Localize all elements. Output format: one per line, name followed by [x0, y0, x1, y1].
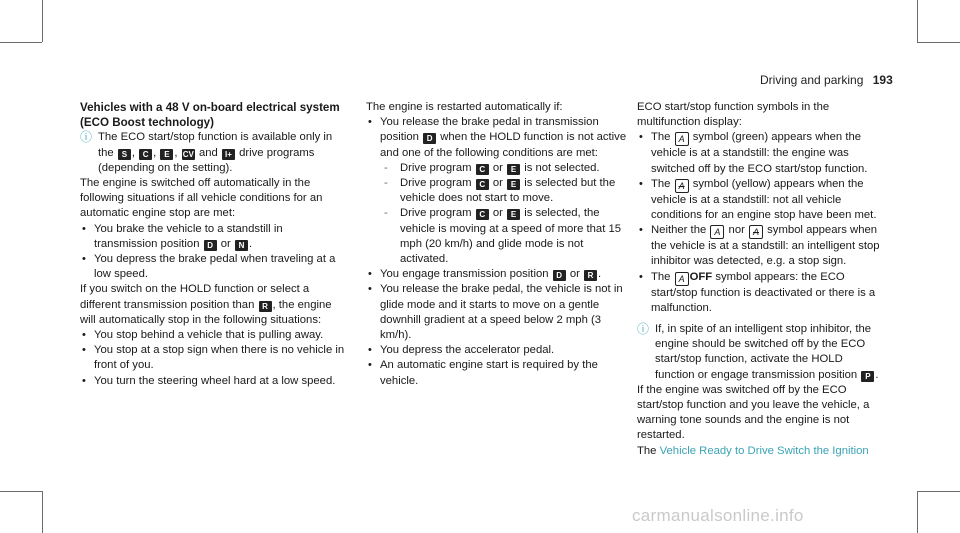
- paragraph: ECO start/stop function symbols in the multifunction display:: [637, 101, 830, 129]
- section-heading: Vehicles with a 48 V on-board electrical system (ECO Boost technology): [80, 101, 340, 130]
- list-item: • You release the brake pedal, the vehicle is not in glide mode and it starts to move on a gentle downhill gradient at a speed below 2 mph (3 km/h).: [366, 282, 628, 343]
- drive-program-c-icon: C: [476, 209, 489, 220]
- list-item: • You turn the steering wheel hard at a low speed.: [80, 374, 348, 389]
- list-item: • You depress the brake pedal when traveling at a low speed.: [80, 252, 348, 282]
- crop-mark: [0, 42, 42, 43]
- list-item: - Drive program C or E is selected, the vehicle is moving at a speed of more that 15 mph (20 km/h) and glide mode is not activated.: [378, 206, 628, 267]
- drive-program-c-icon: C: [476, 179, 489, 190]
- off-label: OFF: [689, 270, 713, 283]
- list-item: • The A symbol (green) appears when the vehicle is at a standstill: the engine was switched off by the ECO start/stop function.: [637, 130, 885, 176]
- eco-start-stop-crossed-icon: A: [749, 225, 763, 239]
- position-d-icon: D: [423, 133, 436, 144]
- info-icon: ⓘ: [80, 130, 93, 145]
- paragraph: The engine is switched off automatically in the following situations if all vehicle conditions for an automatic engine stop are met:: [80, 177, 323, 220]
- note: ⓘ The ECO start/stop function is available only in the S , C , E , CV and I+ drive programs (depending on the setting).: [80, 130, 333, 174]
- list-item: • You stop behind a vehicle that is pulling away.: [80, 328, 348, 343]
- position-d-icon: D: [553, 270, 566, 281]
- dash-list: [366, 161, 628, 267]
- list-item: • You depress the accelerator pedal.: [366, 343, 628, 358]
- list-item: - Drive program C or E is not selected.: [378, 161, 628, 176]
- drive-program-e-icon: E: [507, 164, 520, 175]
- list-item: • The A symbol (yellow) appears when the vehicle is at a standstill: not all vehicle conditions for an engine stop have been met.: [637, 177, 885, 223]
- page-header: [760, 73, 893, 87]
- info-icon: ⓘ: [637, 322, 650, 337]
- paragraph: The engine is restarted automatically if:: [366, 101, 563, 113]
- bullet-list: [80, 328, 348, 389]
- eco-start-stop-icon: A: [675, 272, 689, 286]
- list-item: • You release the brake pedal in transmission position D when the HOLD function is not active and one of the following conditions are met:: [366, 115, 628, 161]
- drive-program-c-icon: C: [476, 164, 489, 175]
- list-item: • The A OFF symbol appears: the ECO start/stop function is deactivated or there is a malfunction.: [637, 270, 885, 316]
- column-1: [80, 100, 348, 389]
- bullet-list: [366, 267, 628, 389]
- crop-mark: [0, 491, 42, 492]
- crop-mark: [42, 0, 43, 42]
- bullet-list: [80, 222, 348, 283]
- drive-program-e-icon: E: [507, 179, 520, 190]
- note: ⓘ If, in spite of an intelligent stop inhibitor, the engine should be switched off by the ECO start/stop function, activate the HOLD function or engage transmission position P .: [637, 322, 879, 381]
- link-vehicle-ready-to-drive[interactable]: Vehicle Ready to Drive Switch the Ignition: [659, 444, 869, 457]
- section-title: Driving and parking: [760, 73, 864, 87]
- position-r-icon: R: [584, 270, 597, 281]
- position-p-icon: P: [861, 371, 874, 382]
- position-r-icon: R: [259, 301, 272, 312]
- crop-mark: [917, 491, 918, 533]
- drive-program-e-icon: E: [160, 149, 173, 160]
- crop-mark: [917, 491, 960, 492]
- drive-program-s-icon: S: [118, 149, 131, 160]
- paragraph: If the engine was switched off by the ECO start/stop function and you leave the vehicle, a warning tone sounds and the engine is not restarted.: [637, 383, 870, 442]
- list-item: • You engage transmission position D or R .: [366, 267, 628, 282]
- eco-start-stop-icon: A: [675, 132, 689, 146]
- column-3: [637, 100, 885, 459]
- cross-reference: The Vehicle Ready to Drive Switch the Ignition: [637, 444, 869, 457]
- position-d-icon: D: [204, 240, 217, 251]
- bullet-list: [366, 115, 628, 161]
- list-item: • Neither the A nor A symbol appears when the vehicle is at a standstill: an intelligent stop inhibitor was detected, e.g. a stop sign.: [637, 223, 885, 269]
- crop-mark: [917, 0, 918, 42]
- drive-program-e-icon: E: [507, 209, 520, 220]
- position-n-icon: N: [235, 240, 248, 251]
- eco-start-stop-icon: A: [710, 225, 724, 239]
- paragraph: If you switch on the HOLD function or select a different transmission position than R , the engine will automatically stop in the following situations:: [80, 283, 332, 326]
- bullet-list: [637, 130, 885, 316]
- list-item: - Drive program C or E is selected but the vehicle does not start to move.: [378, 176, 628, 206]
- page-number: 193: [872, 73, 893, 87]
- crop-mark: [42, 491, 43, 533]
- watermark: carmanualsonline.info: [632, 506, 804, 525]
- list-item: • An automatic engine start is required by the vehicle.: [366, 358, 628, 388]
- list-item: • You brake the vehicle to a standstill in transmission position D or N .: [80, 222, 348, 252]
- eco-start-stop-crossed-icon: A: [675, 179, 689, 193]
- drive-program-c-icon: C: [139, 149, 152, 160]
- drive-program-individual-icon: I+: [222, 149, 235, 160]
- list-item: • You stop at a stop sign when there is no vehicle in front of you.: [80, 343, 348, 373]
- column-2: [366, 100, 628, 389]
- crop-mark: [917, 42, 960, 43]
- drive-program-cv-icon: CV: [182, 149, 194, 159]
